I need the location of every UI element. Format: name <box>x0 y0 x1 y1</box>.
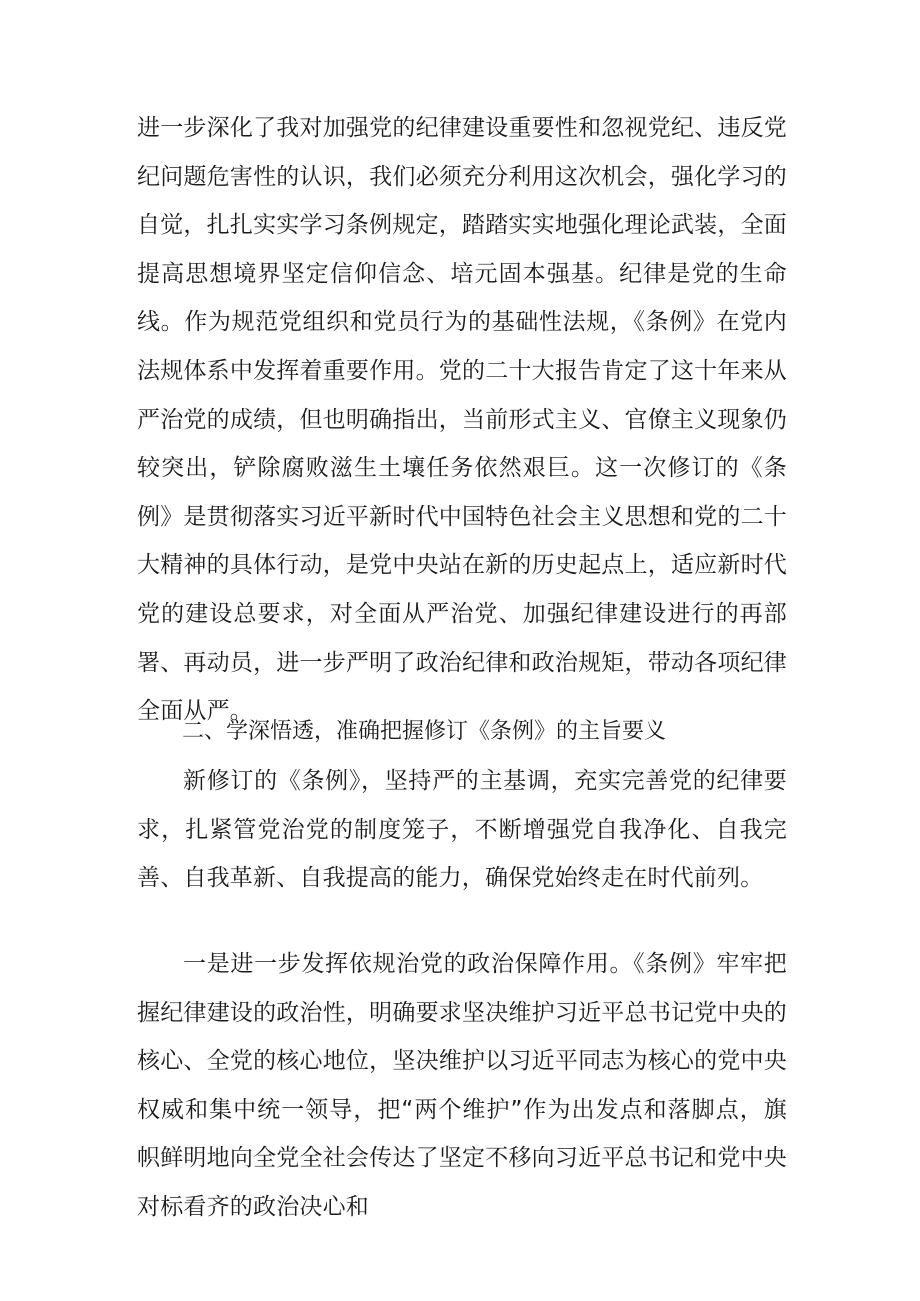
section-heading-2: 二、学深悟透，准确把握修订《条例》的主旨要义 <box>182 719 667 744</box>
paragraph-lead-sentence: 一是进一步发挥依规治党的政治保障作用。 <box>183 951 634 977</box>
body-paragraph-political-guarantee <box>137 940 787 1232</box>
paragraph-body-text: 《条例》牢牢把握纪律建设的政治性，明确要求坚决维护习近平总书记党中央的核心、全党的核心地位，坚决维护以习近平同志为核心的党中央权威和集中统一领导，把“两个维护”作为出发点和落脚点，旗帜鲜明地向全党全社会传达了坚定不移向习近平总书记和党中央对标看齐的政治决心和 <box>137 951 787 1220</box>
body-paragraph-discipline-importance: 进一步深化了我对加强党的纪律建设重要性和忽视党纪、违反党纪问题危害性的认识，我们必须充分利用这次机会，强化学习的自觉，扎扎实实学习条例规定，踏踏实实地强化理论武装，全面提高思想境界坚定信仰信念、培元固本强基。纪律是党的生命线。作为规范党组织和党员行为的基础性法规，《条例》在党内法规体系中发挥着重要作用。党的二十大报告肯定了这十年来从严治党的成绩，但也明确指出，当前形式主义、官僚主义现象仍较突出，铲除腐败滋生土壤任务依然艰巨。这一次修订的《条例》是贯彻落实习近平新时代中国特色社会主义思想和党的二十大精神的具体行动，是党中央站在新的历史起点上，适应新时代党的建设总要求，对全面从严治党、加强纪律建设进行的再部署、再动员，进一步严明了政治纪律和政治规矩，带动各项纪律全面从严。 <box>137 115 787 725</box>
body-paragraph-revised-regulations: 新修订的《条例》，坚持严的主基调，充实完善党的纪律要求，扎紧管党治党的制度笼子，不断增强党自我净化、自我完善、自我革新、自我提高的能力，确保党始终走在时代前列。 <box>137 768 787 892</box>
